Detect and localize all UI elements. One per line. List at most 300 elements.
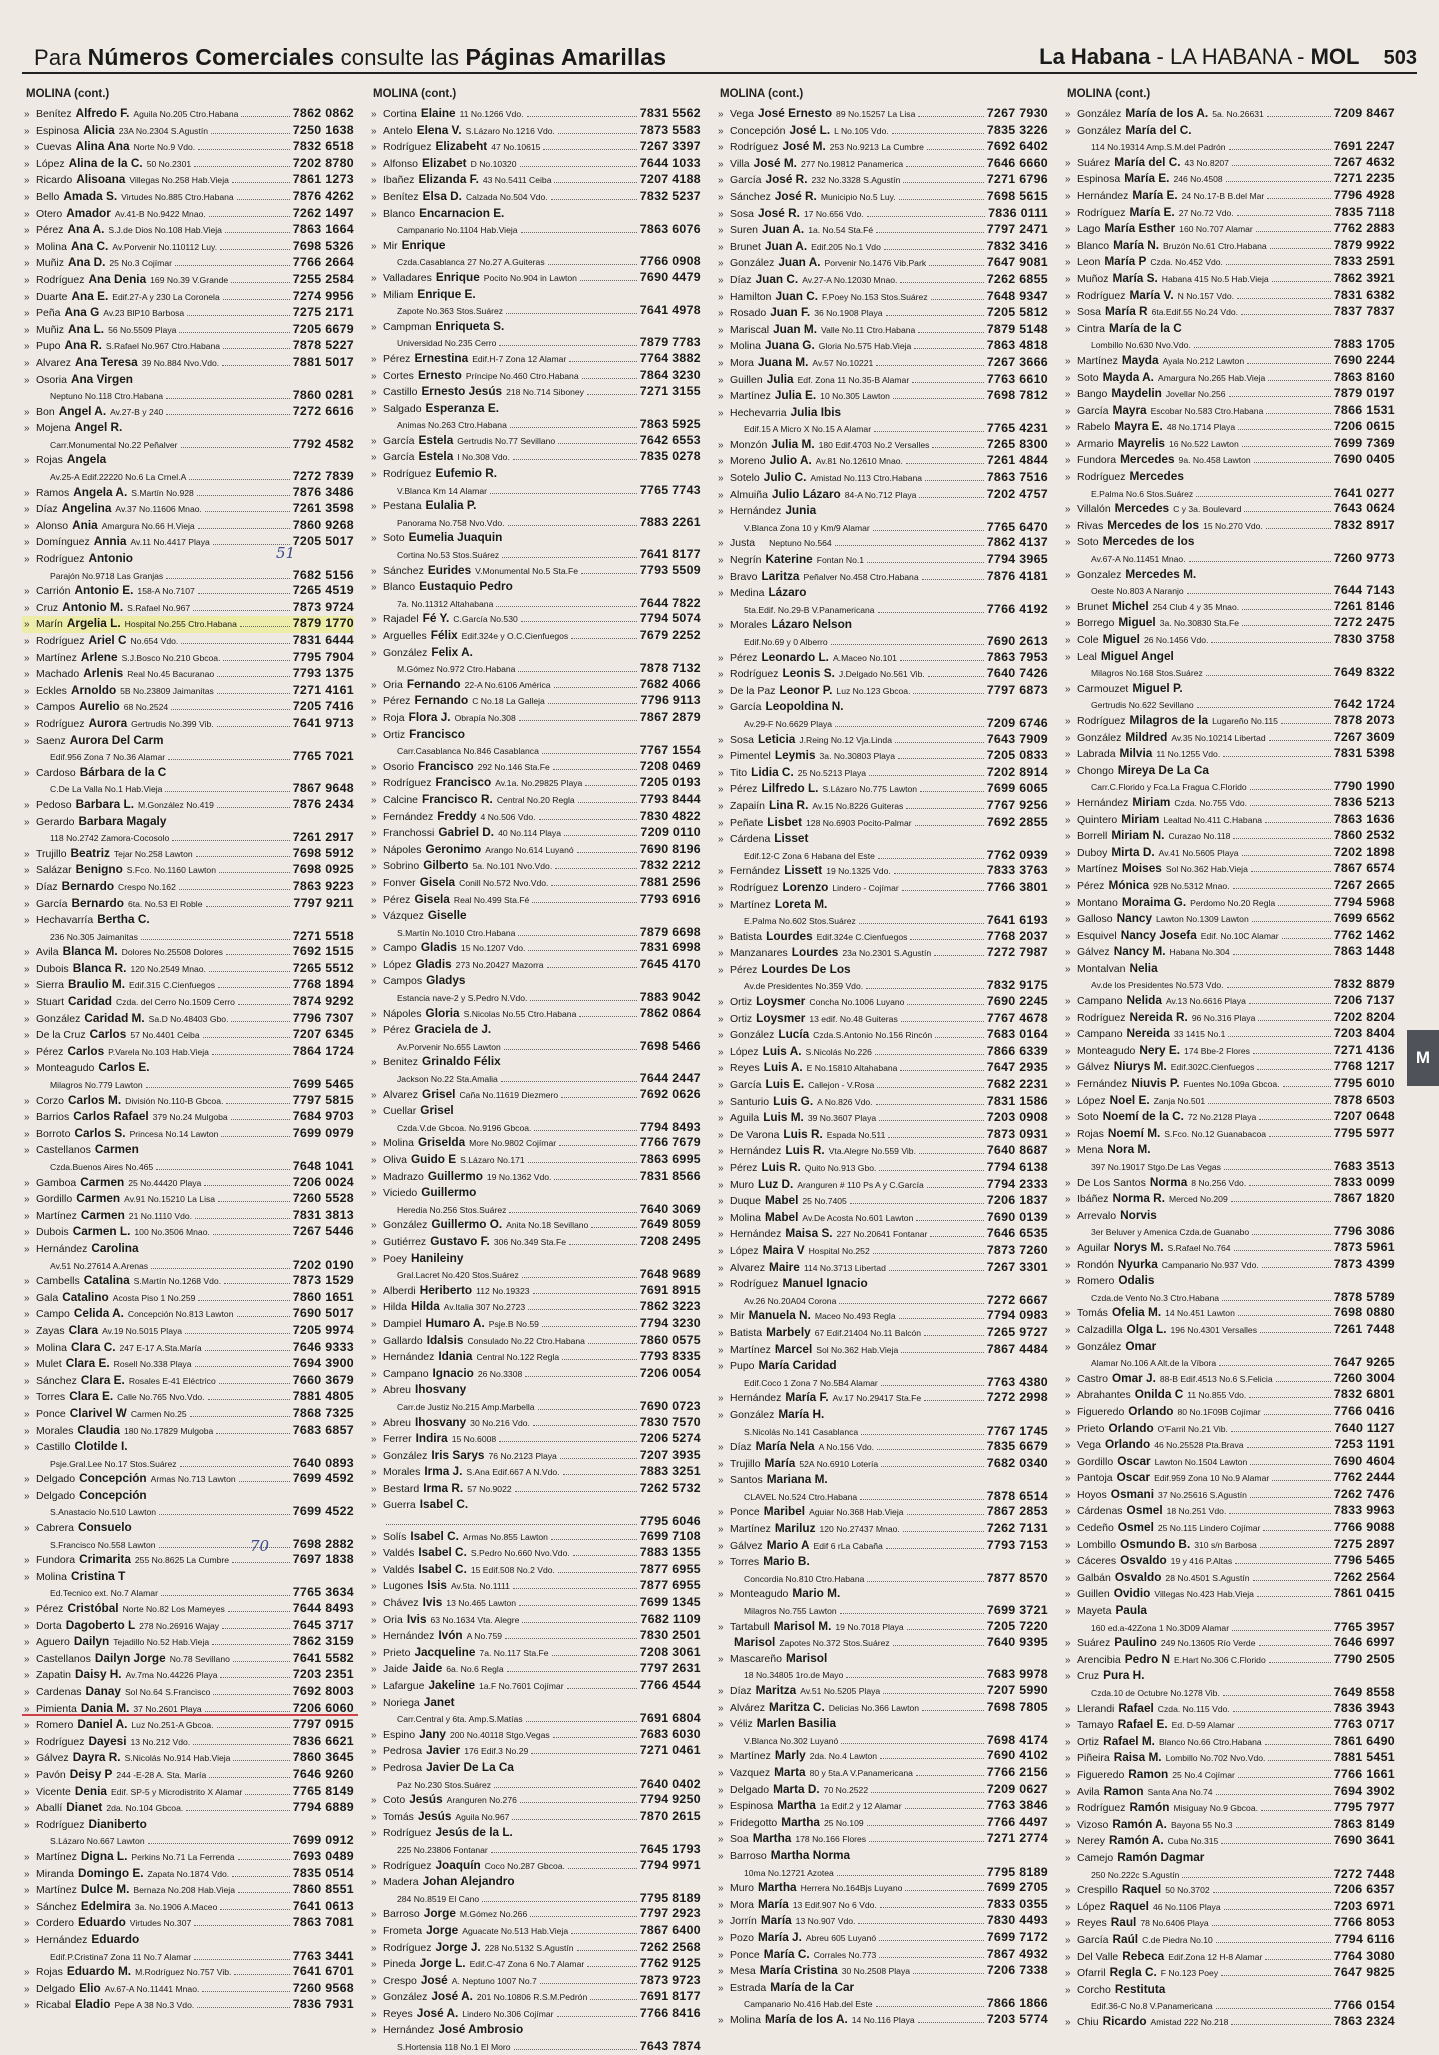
listing-surname: Espinosa <box>36 124 80 137</box>
listing-row <box>22 372 354 389</box>
listing-row <box>1063 534 1395 551</box>
listing-row <box>716 1375 1048 1391</box>
listing-surname: Soto <box>1077 536 1099 549</box>
listing-surname: Hilda <box>383 1301 407 1314</box>
listing-row <box>369 1940 701 1957</box>
listing-address: 30 No.2508 Playa <box>841 1966 911 1977</box>
listing-row <box>22 1439 354 1456</box>
listing-surname: Gonzalez <box>1077 568 1122 581</box>
listing-phone: 7262 1497 <box>292 205 354 220</box>
dot-leader <box>540 1983 637 1984</box>
listing-phone: 7878 2073 <box>1333 712 1395 727</box>
dot-leader <box>386 1524 637 1525</box>
listing-name: Blanca M. <box>62 944 118 959</box>
dot-leader <box>881 1385 984 1386</box>
listing-phone: 7698 0880 <box>1333 1305 1395 1320</box>
listing-address: Anita No.18 Sevillano <box>506 1220 589 1231</box>
listing-row <box>369 1777 701 1793</box>
dot-leader <box>846 1677 983 1678</box>
bullet-marker: » <box>718 407 724 419</box>
dot-leader <box>1233 1711 1331 1712</box>
listing-phone: 7699 2705 <box>986 1880 1048 1895</box>
listing-name: Giselle <box>427 908 467 923</box>
listing-phone: 7267 4632 <box>1333 154 1395 169</box>
listing-name: Daisy H. <box>75 1667 122 1682</box>
listing-address: 40 No.114 Playa <box>498 828 561 839</box>
listing-surname: González <box>383 1991 428 2004</box>
listing-address: Lindero - Cojímar <box>832 882 899 893</box>
listing-name: Elio <box>79 1980 101 1995</box>
listing-name: Arlenis <box>83 666 124 681</box>
listing-row <box>1063 828 1395 845</box>
listing-phone: 7699 7108 <box>639 1528 701 1543</box>
listing-row <box>22 1849 354 1866</box>
listing-surname: Castro <box>1077 1372 1108 1385</box>
dot-leader <box>1232 1630 1331 1631</box>
listing-row <box>22 420 354 437</box>
listing-row <box>716 470 1048 487</box>
listing-row <box>716 585 1048 602</box>
listing-row <box>22 912 354 929</box>
listing-name: Mercedes M. <box>1125 566 1197 581</box>
page-number: 503 <box>1383 47 1417 69</box>
listing-address: 277 No.19812 Panamerica <box>800 158 904 169</box>
listing-surname: González <box>36 1012 81 1025</box>
listing-row <box>22 1306 354 1323</box>
listing-row <box>1063 123 1395 140</box>
listing-row <box>22 388 354 404</box>
listing-phone: 7692 2855 <box>986 814 1048 829</box>
listing-address: Villegas No.258 Hab.Vieja <box>129 175 229 186</box>
listing-surname: Cordero <box>36 1917 74 1930</box>
listing-surname: Figueredo <box>1077 1768 1125 1781</box>
listing-surname: Otero <box>36 207 63 220</box>
listing-address: Av.29-F No.6629 Playa <box>744 718 833 729</box>
listing-phone: 7794 8493 <box>639 1119 701 1134</box>
listing-address: S.Lázaro No.1216 Vdo. <box>465 125 555 136</box>
listing-surname: Pedrosa <box>383 1761 423 1774</box>
bullet-marker: » <box>1065 749 1071 761</box>
listing-phone: 7881 4805 <box>292 1389 354 1404</box>
header-left <box>34 44 666 71</box>
listing-phone: 7795 5977 <box>1333 1125 1395 1140</box>
listing-row <box>22 862 354 879</box>
dot-leader <box>916 1220 983 1221</box>
listing-phone: 7644 7143 <box>1333 583 1395 598</box>
bullet-marker: » <box>1065 455 1071 467</box>
bullet-marker: » <box>24 1013 30 1025</box>
listing-phone: 7877 6955 <box>639 1578 701 1593</box>
listing-phone: 7835 7118 <box>1334 204 1395 219</box>
listing-surname: Campano <box>1077 1028 1123 1041</box>
listing-row <box>22 1109 354 1126</box>
listing-address: 36 No.1908 Playa <box>814 308 883 319</box>
listing-row <box>22 1552 354 1569</box>
dot-leader <box>878 858 984 859</box>
listing-row <box>369 611 701 628</box>
listing-name: Julio A. <box>769 453 812 468</box>
bullet-marker: » <box>371 158 377 170</box>
listing-row <box>1063 1586 1395 1603</box>
listing-row <box>369 433 701 450</box>
bullet-marker: » <box>24 1620 30 1632</box>
dot-leader <box>1278 905 1331 906</box>
dot-leader <box>185 1333 290 1334</box>
dot-leader <box>837 1875 984 1876</box>
dot-leader <box>875 1054 984 1055</box>
listing-phone: 7833 9963 <box>1333 1503 1395 1518</box>
listing-row <box>716 602 1048 618</box>
bullet-marker: » <box>24 1408 30 1420</box>
bullet-marker: » <box>371 1318 377 1330</box>
listing-phone: 7641 5582 <box>292 1650 354 1665</box>
listing-name: Mariana M. <box>766 1472 828 1487</box>
bullet-marker: » <box>371 943 377 955</box>
dot-leader <box>521 232 637 233</box>
listing-name: Ana L. <box>68 321 105 336</box>
header-code: MOL <box>1310 44 1360 69</box>
listing-address: Av.35 No.10214 Libertad <box>1171 732 1266 743</box>
listing-name: Guillermo <box>427 1168 483 1183</box>
listing-row <box>22 1537 354 1553</box>
listing-surname: Rodríguez <box>1077 714 1126 727</box>
listing-name: Rebeca <box>1122 1948 1165 1963</box>
listing-phone: 7267 3609 <box>1333 729 1395 744</box>
bullet-marker: » <box>371 142 377 154</box>
listing-address: Aranguren # 110 Ps A y C.García <box>797 1179 924 1190</box>
bullet-marker: » <box>718 208 724 220</box>
listing-address: Campanario No.416 Hab.del Este <box>744 1999 873 2010</box>
listing-name: Lisbet <box>767 814 803 829</box>
listing-name: Lázaro <box>768 585 807 600</box>
listing-name: Amada S. <box>63 188 118 203</box>
listing-surname: Mir <box>730 1310 745 1323</box>
dot-leader <box>878 612 984 613</box>
listing-phone: 7646 9260 <box>292 1766 354 1781</box>
listing-surname: Mayeta <box>1077 1605 1112 1618</box>
listing-row <box>716 929 1048 946</box>
bullet-marker: » <box>371 1368 377 1380</box>
listing-address: Misiguay No.9 Gbcoa. <box>1173 1803 1258 1814</box>
listing-surname: Rodríguez <box>730 881 779 894</box>
dot-leader <box>551 1539 637 1540</box>
listing-row <box>1063 106 1395 123</box>
listing-phone: 7206 6060 <box>292 1700 354 1715</box>
listing-row <box>369 1415 701 1432</box>
dot-leader <box>880 1907 984 1908</box>
listing-row <box>369 1267 701 1283</box>
listing-name: María Caridad <box>758 1358 837 1373</box>
listing-name: María V. <box>1129 287 1174 302</box>
listing-name: Julia <box>766 371 794 386</box>
listing-phone: 7698 2882 <box>292 1536 354 1551</box>
listing-row <box>716 994 1048 1011</box>
bullet-marker: » <box>1065 1556 1071 1568</box>
dot-leader <box>874 431 984 432</box>
dot-leader <box>1260 1332 1331 1333</box>
listing-address: S.Nicolás No.141 Casablanca <box>744 1426 859 1437</box>
listing-phone: 7262 6855 <box>986 271 1048 286</box>
bullet-marker: » <box>718 258 724 270</box>
listing-row <box>22 322 354 339</box>
listing-name: Juan A. <box>764 238 808 253</box>
listing-phone: 7795 6010 <box>1333 1076 1395 1091</box>
listing-surname: López <box>1077 1900 1106 1913</box>
dot-leader <box>884 249 984 250</box>
listing-address: 10ma No.12721 Azotea <box>744 1867 834 1878</box>
dot-leader <box>507 1671 637 1672</box>
bullet-marker: » <box>24 702 30 714</box>
dot-leader <box>876 2006 984 2007</box>
dot-leader <box>551 885 636 886</box>
listing-phone: 7642 1724 <box>1333 697 1395 712</box>
listing-name: Dulce M. <box>80 1882 130 1897</box>
listing-address: Alamar No.106 A Alt.de la Víbora <box>1091 1358 1217 1369</box>
listing-name: Hanileiny <box>410 1250 464 1265</box>
bullet-marker: » <box>24 1967 30 1979</box>
listing-row <box>22 156 354 173</box>
listing-surname: Espino <box>383 1728 416 1741</box>
bullet-marker: » <box>371 240 377 252</box>
listing-surname: Rodríguez <box>36 273 85 286</box>
bullet-marker: » <box>1065 273 1071 285</box>
listing-address: M.Rodríguez No.757 Vib. <box>135 1967 232 1978</box>
listing-row <box>1063 452 1395 469</box>
dot-leader <box>918 116 983 117</box>
listing-address: A. Neptuno 1007 No.7 <box>451 1975 537 1986</box>
listing-name: Carlos Rafael <box>73 1109 149 1124</box>
listing-surname: Blanco <box>383 207 416 220</box>
dot-leader <box>569 1244 637 1245</box>
listing-address: 160 No.707 Alamar <box>1179 224 1253 235</box>
bullet-marker: » <box>1065 1440 1071 1452</box>
listing-phone: 7830 3758 <box>1333 632 1395 646</box>
listing-surname: Alonso <box>36 519 69 532</box>
bullet-marker: » <box>24 142 30 154</box>
bullet-marker: » <box>1065 355 1071 367</box>
bullet-marker: » <box>371 1531 377 1543</box>
listing-phone: 7794 0983 <box>986 1308 1048 1323</box>
listing-name: Rafael <box>1118 1700 1154 1715</box>
listing-name: Oscar <box>1117 1453 1151 1468</box>
listing-address: 78 No.6406 Playa <box>1140 1918 1209 1929</box>
bullet-marker: » <box>1065 1934 1071 1946</box>
listing-phone: 7690 3641 <box>1333 1833 1395 1848</box>
listing-name: Mabel <box>764 1193 799 1208</box>
listing-row <box>1063 746 1395 763</box>
listing-phone: 7644 2447 <box>639 1071 701 1086</box>
listing-name: Gladys <box>426 973 466 988</box>
listing-phone: 7863 8160 <box>1333 369 1395 384</box>
dot-leader <box>1282 938 1331 939</box>
listing-address: 43 No.8207 <box>1184 157 1229 168</box>
listing-row <box>1063 288 1395 305</box>
listing-surname: Rodríguez <box>1077 206 1126 219</box>
listing-surname: Tamayo <box>1077 1719 1114 1732</box>
dot-leader <box>1226 264 1331 265</box>
listing-row <box>369 775 701 792</box>
bullet-marker: » <box>24 274 30 286</box>
dot-leader <box>1233 838 1330 839</box>
listing-address: Santa Ana No.74 <box>1147 1786 1213 1797</box>
listing-address: Milagros No.168 Stos.Suárez <box>1091 668 1203 679</box>
dot-leader <box>501 1081 637 1082</box>
dot-leader <box>233 1760 289 1761</box>
listing-phone: 7683 9978 <box>986 1667 1048 1682</box>
listing-surname: Muñoz <box>1077 272 1109 285</box>
listing-name: Julia E. <box>774 388 817 403</box>
listing-phone: 7866 1866 <box>986 1996 1048 2011</box>
listing-row <box>369 563 701 580</box>
listing-row <box>22 830 354 846</box>
listing-surname: Pimienta <box>36 1702 77 1715</box>
listing-address: Carmen No.25 <box>130 1408 187 1419</box>
listing-row <box>369 156 701 173</box>
listing-phone: 7203 8404 <box>1333 1026 1395 1041</box>
dot-leader <box>213 1234 290 1235</box>
bullet-marker: » <box>24 718 30 730</box>
listing-phone: 7767 4678 <box>986 1010 1048 1025</box>
listing-name: Javier De La Ca <box>426 1759 514 1774</box>
listing-address: Av.13 No.6616 Playa <box>1165 996 1246 1007</box>
listing-row <box>716 617 1048 634</box>
dot-leader <box>1223 1695 1331 1696</box>
listing-address: Aguiar No.368 Hab.Vieja <box>809 1507 904 1518</box>
listing-address: 39 No.884 Nvo.Vdo. <box>141 357 220 368</box>
listing-name: María <box>764 1455 796 1470</box>
bullet-marker: » <box>371 1647 377 1659</box>
listing-phone: 7645 4170 <box>639 956 701 971</box>
listing-phone: 7790 2505 <box>1333 1651 1395 1666</box>
listing-name: María de la Car <box>770 1979 855 1994</box>
listing-phone: 7641 8177 <box>639 547 701 562</box>
bullet-marker: » <box>718 1475 724 1487</box>
listing-row <box>369 384 701 401</box>
listing-phone: 7646 6535 <box>986 1226 1048 1241</box>
dot-leader <box>1261 1810 1331 1811</box>
dot-leader <box>571 638 637 639</box>
listing-row <box>22 1027 354 1044</box>
listing-address: Escobar No.583 Ctro.Habana <box>1150 405 1264 416</box>
listing-surname: Hernández <box>730 1228 782 1241</box>
listing-address: Arango No.614 Luyanó <box>485 844 574 855</box>
listing-row <box>1063 501 1395 518</box>
listing-name: Niurys M. <box>1113 1059 1167 1074</box>
listing-row <box>716 1424 1048 1440</box>
dot-leader <box>924 1335 984 1336</box>
bullet-marker: » <box>24 125 30 137</box>
listing-address: Av.26 No.20A04 Corona <box>744 1295 837 1306</box>
bullet-marker: » <box>24 1490 30 1502</box>
listing-phone: 7864 3230 <box>639 367 701 382</box>
listing-phone: 7250 1638 <box>292 122 354 137</box>
listing-row <box>1063 1537 1395 1554</box>
listing-row <box>369 1809 701 1826</box>
listing-row <box>716 222 1048 239</box>
listing-row <box>1063 139 1395 155</box>
listing-name: Osmani <box>1110 1486 1155 1501</box>
listing-row <box>369 417 701 433</box>
listing-phone: 7768 1217 <box>1333 1059 1395 1074</box>
listing-name: María H. <box>778 1406 825 1421</box>
listing-surname: Benitez <box>383 1056 419 1069</box>
header-prefix: Para <box>34 45 82 70</box>
listing-surname: Cárdena <box>730 833 771 846</box>
listing-address: 278 No.26916 Wajay <box>139 1620 220 1631</box>
listing-surname: Benítez <box>36 108 72 120</box>
bullet-marker: » <box>718 158 724 170</box>
bullet-marker: » <box>24 586 30 598</box>
listing-address: Perkins No.71 La Ferrenda <box>131 1851 235 1862</box>
listing-name: Gladis <box>415 956 452 971</box>
listing-address: 37 No.25616 S.Agustín <box>1158 1489 1247 1500</box>
listing-row <box>22 338 354 355</box>
listing-surname: Monzón <box>730 438 768 451</box>
bullet-marker: » <box>1065 864 1071 876</box>
listing-surname: Torres <box>730 1556 760 1569</box>
listing-address: Estancia nave-2 y S.Pedro N.Vdo. <box>397 993 528 1004</box>
dot-leader <box>522 1622 637 1623</box>
bullet-marker: » <box>1065 405 1071 417</box>
listing-phone: 7862 3921 <box>1333 270 1395 285</box>
dot-leader <box>934 955 984 956</box>
dot-leader <box>1247 1447 1332 1448</box>
listing-name: Isabel C. <box>419 1497 469 1512</box>
listing-address: Amargura No.66 H.Vieja <box>101 520 195 531</box>
dot-leader <box>1211 642 1330 643</box>
listing-address: 180 No.17829 Mulgoba <box>123 1425 214 1436</box>
listing-phone: 7267 3666 <box>986 354 1048 369</box>
bullet-marker: » <box>1065 174 1071 186</box>
dot-leader <box>193 1744 289 1745</box>
dot-leader <box>1270 248 1331 249</box>
listing-surname: Corcho <box>1077 1983 1111 1996</box>
listing-row <box>1063 1404 1395 1421</box>
listing-surname: Ponce <box>730 1506 760 1519</box>
listing-name: Raquel <box>1109 1898 1149 1913</box>
dot-leader <box>202 1991 289 1992</box>
bullet-marker: » <box>24 291 30 303</box>
listing-surname: Muñiz <box>36 257 65 270</box>
bullet-marker: » <box>24 1786 30 1798</box>
listing-name: Eduardo M. <box>66 1964 132 1979</box>
bullet-marker: » <box>371 877 377 889</box>
listing-phone: 7765 7743 <box>639 482 701 497</box>
listing-surname: Duarte <box>36 290 68 303</box>
listing-name: Eumelia Juaquin <box>408 530 503 545</box>
listing-address: 88-B Edif.4513 No.6 S.Felicia <box>1159 1373 1273 1384</box>
listing-name: María E. <box>1124 171 1170 186</box>
bullet-marker: » <box>1065 323 1071 335</box>
dot-leader <box>1224 1169 1331 1170</box>
bullet-marker: » <box>1065 1373 1071 1385</box>
listing-row <box>22 765 354 782</box>
listing-surname: Campman <box>383 320 432 333</box>
dot-leader <box>553 769 637 770</box>
listing-row <box>369 579 701 596</box>
listing-name: Moraima G. <box>1121 894 1187 909</box>
bullet-marker: » <box>24 1210 30 1222</box>
listing-address: Quito No.913 Gbo. <box>804 1163 877 1173</box>
listing-address: 18 No.34805 1ro.de Mayo <box>744 1670 844 1681</box>
dot-leader <box>1249 1185 1331 1186</box>
listing-phone: 7832 3416 <box>986 238 1048 253</box>
dot-leader <box>165 791 289 792</box>
listing-phone: 7660 3679 <box>292 1372 354 1387</box>
listing-address: M.González No.419 <box>137 799 214 810</box>
listing-row <box>22 896 354 913</box>
listing-phone: 7766 0154 <box>1333 1998 1395 2013</box>
